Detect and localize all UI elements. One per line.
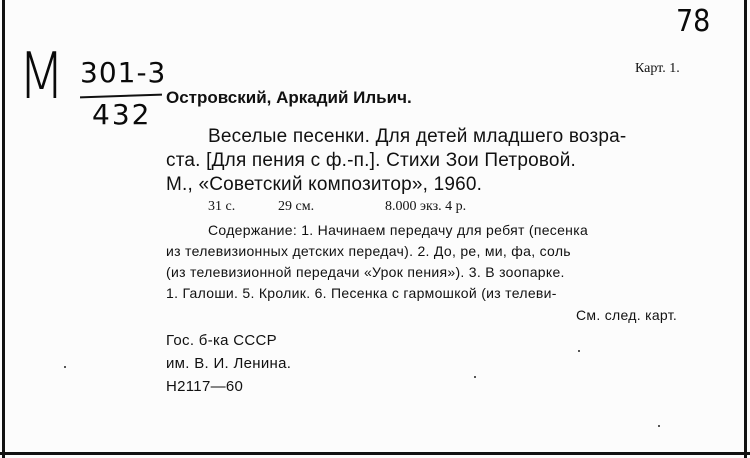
print-run-price: 8.000 экз. 4 р.: [385, 199, 467, 214]
card-label: Карт. 1.: [635, 61, 680, 76]
catalog-code-bottom: 432: [92, 98, 152, 131]
page-number: 78: [676, 4, 711, 39]
ink-speck: [64, 366, 66, 368]
contents-line: из телевизионных детских передач). 2. До, ре, ми, фа, соль: [166, 243, 571, 259]
page-size: 29 см.: [278, 199, 315, 214]
card-left-border: [2, 0, 5, 458]
library-line: Гос. б-ка СССР: [166, 332, 277, 349]
contents-line: (из телевизионной передачи «Урок пения»). 3. В зоопарке.: [166, 264, 565, 280]
ink-speck: [658, 425, 660, 427]
card-bottom-border: [0, 452, 750, 455]
card-right-border: [744, 0, 747, 458]
catalog-letter: М: [18, 40, 65, 114]
title-line: Веселые песенки. Для детей младшего возра-: [208, 126, 627, 147]
title-line: ста. [Для пения с ф.-п.]. Стихи Зои Петровой.: [166, 150, 576, 171]
contents-line: Содержание: 1. Начинаем передачу для ребят (песенка: [208, 222, 589, 238]
author-heading: Островский, Аркадий Ильич.: [166, 88, 412, 107]
contents-line: 1. Галоши. 5. Кролик. 6. Песенка с гармошкой (из телеви-: [166, 285, 557, 301]
see-next-card: См. след. карт.: [576, 307, 678, 323]
ink-speck: [474, 376, 476, 378]
library-line: им. В. И. Ленина.: [166, 355, 292, 372]
pages-count: 31 с.: [208, 199, 236, 214]
catalog-code-top: 301-3: [80, 56, 167, 89]
library-code: Н2117—60: [166, 378, 244, 395]
imprint-line: М., «Советский композитор», 1960.: [166, 174, 483, 195]
ink-speck: [578, 350, 580, 352]
